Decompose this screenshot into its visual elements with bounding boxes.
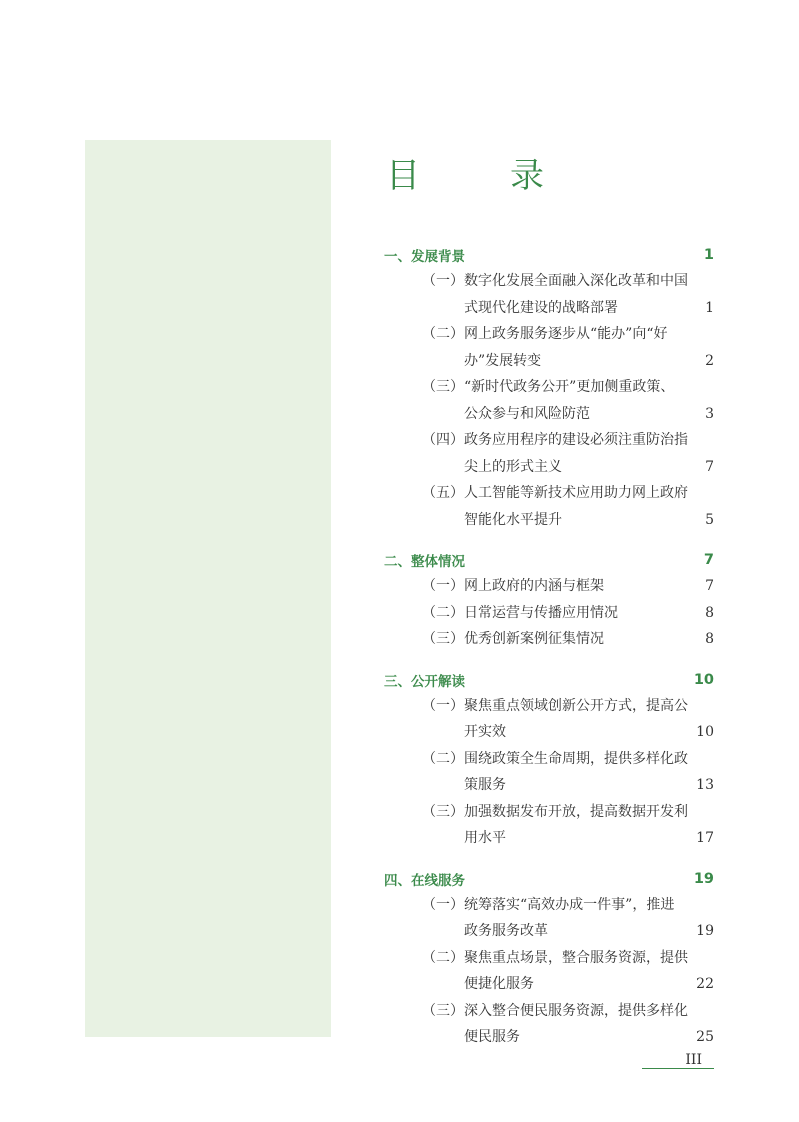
entry-body xyxy=(464,693,714,746)
section-heading-row[interactable] xyxy=(384,667,714,693)
entry-line-row xyxy=(464,401,714,428)
entry-line-row xyxy=(464,374,714,401)
toc-entry[interactable] xyxy=(384,600,714,627)
entry-body xyxy=(464,600,714,627)
entry-text: 统筹落实“高效办成一件事”，推进 xyxy=(464,896,675,913)
entry-page-number: 8 xyxy=(705,631,714,647)
entry-body xyxy=(464,799,714,852)
entry-line-row xyxy=(464,626,714,653)
entry-page-number: 2 xyxy=(705,352,714,369)
entry-text: 智能化水平提升 xyxy=(464,511,562,528)
entry-label: （一） xyxy=(422,578,464,594)
section-heading: 四、在线服务 xyxy=(384,872,465,889)
page-footer xyxy=(642,1052,714,1068)
entry-body xyxy=(464,268,714,321)
entry-line-row xyxy=(464,507,714,534)
toc-section xyxy=(384,547,714,653)
entry-line-row xyxy=(464,348,714,375)
toc-entry[interactable] xyxy=(384,321,714,374)
toc-entry[interactable] xyxy=(384,573,714,600)
entry-line-row xyxy=(464,825,714,852)
entry-label: （二） xyxy=(422,604,464,621)
entry-body xyxy=(464,945,714,998)
entry-text: 网上政务服务逐步从“能办”向“好 xyxy=(464,326,668,342)
entry-line-row xyxy=(464,427,714,454)
toc-entry[interactable] xyxy=(384,693,714,746)
entry-body xyxy=(464,573,714,600)
entry-text: 围绕政策全生命周期，提供多样化政 xyxy=(464,750,688,767)
entry-line-row xyxy=(464,480,714,507)
entry-page-number: 5 xyxy=(705,511,714,528)
toc-section xyxy=(384,667,714,852)
entry-text: 政务服务改革 xyxy=(464,923,548,939)
entry-text: 网上政府的内涵与框架 xyxy=(464,578,604,594)
entry-page-number: 3 xyxy=(705,405,714,422)
entry-line-row xyxy=(464,1024,714,1051)
entry-text: 公众参与和风险防范 xyxy=(464,405,590,422)
entry-text: 聚焦重点领域创新公开方式，提高公 xyxy=(464,697,688,714)
entry-label: （三） xyxy=(422,379,464,395)
entry-body xyxy=(464,746,714,799)
toc-entry[interactable] xyxy=(384,374,714,427)
entry-text: 日常运营与传播应用情况 xyxy=(464,604,618,621)
entry-line-row xyxy=(464,719,714,746)
entry-line-row xyxy=(464,295,714,322)
entry-page-number: 7 xyxy=(705,578,714,594)
entry-line-row xyxy=(464,454,714,481)
entry-label: （二） xyxy=(422,949,464,966)
entry-label: （三） xyxy=(422,1002,464,1019)
entry-page-number: 19 xyxy=(696,923,714,939)
entry-page-number: 1 xyxy=(705,299,714,316)
section-heading: 二、整体情况 xyxy=(384,554,465,570)
toc-entry[interactable] xyxy=(384,427,714,480)
entry-page-number: 8 xyxy=(705,604,714,621)
entry-body xyxy=(464,626,714,653)
entry-label: （一） xyxy=(422,697,464,714)
entry-label: （三） xyxy=(422,803,464,820)
entry-label: （四） xyxy=(422,432,464,448)
entry-line-row xyxy=(464,772,714,799)
toc-entry[interactable] xyxy=(384,892,714,945)
section-heading-row[interactable] xyxy=(384,242,714,268)
section-heading-row[interactable] xyxy=(384,547,714,573)
entry-body xyxy=(464,374,714,427)
entry-label: （二） xyxy=(422,750,464,767)
section-heading: 三、公开解读 xyxy=(384,673,465,690)
entry-page-number: 25 xyxy=(696,1029,714,1045)
entry-text: 用水平 xyxy=(464,830,506,846)
entry-line-row xyxy=(464,268,714,295)
entry-text: 开实效 xyxy=(464,724,506,740)
entry-line-row xyxy=(464,998,714,1025)
entry-page-number: 10 xyxy=(696,724,714,740)
entry-text: “新时代政务公开”更加侧重政策、 xyxy=(464,379,675,395)
entry-text: 数字化发展全面融入深化改革和中国 xyxy=(464,273,688,289)
entry-page-number: 7 xyxy=(705,458,714,475)
entry-line-row xyxy=(464,746,714,773)
entry-line-row xyxy=(464,945,714,972)
entry-line-row xyxy=(464,573,714,600)
entry-text: 办”发展转变 xyxy=(464,352,542,369)
toc-sections xyxy=(384,242,714,1051)
entry-text: 尖上的形式主义 xyxy=(464,458,562,475)
entry-page-number: 13 xyxy=(696,777,714,793)
entry-label: （五） xyxy=(422,485,464,501)
toc-entry[interactable] xyxy=(384,746,714,799)
table-of-contents xyxy=(384,152,714,1065)
entry-line-row xyxy=(464,799,714,826)
entry-text: 式现代化建设的战略部署 xyxy=(464,299,618,316)
toc-entry[interactable] xyxy=(384,626,714,653)
entry-body xyxy=(464,892,714,945)
entry-label: （一） xyxy=(422,896,464,913)
entry-body xyxy=(464,321,714,374)
entry-line-row xyxy=(464,892,714,919)
section-page-number: 19 xyxy=(693,870,714,887)
entry-label: （三） xyxy=(422,631,464,647)
entry-line-row xyxy=(464,693,714,720)
section-heading: 一、发展背景 xyxy=(384,249,465,265)
section-heading-row[interactable] xyxy=(384,866,714,892)
entry-body xyxy=(464,427,714,480)
entry-text: 便民服务 xyxy=(464,1029,520,1045)
entry-line-row xyxy=(464,600,714,627)
entry-text: 人工智能等新技术应用助力网上政府 xyxy=(464,485,688,501)
section-page-number: 7 xyxy=(703,552,714,568)
footer-rule xyxy=(642,1068,714,1069)
entry-text: 策服务 xyxy=(464,777,506,793)
toc-section xyxy=(384,866,714,1051)
section-page-number: 10 xyxy=(693,671,714,688)
toc-entry[interactable] xyxy=(384,998,714,1051)
entry-line-row xyxy=(464,918,714,945)
entry-page-number: 17 xyxy=(696,830,714,846)
entry-text: 聚焦重点场景，整合服务资源，提供 xyxy=(464,949,688,966)
page-number: III xyxy=(685,1052,702,1068)
side-panel xyxy=(85,140,331,1037)
entry-label: （二） xyxy=(422,326,464,342)
entry-text: 便捷化服务 xyxy=(464,976,534,992)
entry-text: 政务应用程序的建设必须注重防治指 xyxy=(464,432,688,448)
toc-entry[interactable] xyxy=(384,480,714,533)
entry-text: 深入整合便民服务资源，提供多样化 xyxy=(464,1002,688,1019)
entry-body xyxy=(464,998,714,1051)
entry-line-row xyxy=(464,321,714,348)
section-page-number: 1 xyxy=(703,247,714,263)
toc-section xyxy=(384,242,714,533)
toc-entry[interactable] xyxy=(384,799,714,852)
entry-line-row xyxy=(464,971,714,998)
toc-title: 目 录 xyxy=(386,156,572,196)
entry-text: 优秀创新案例征集情况 xyxy=(464,631,604,647)
entry-body xyxy=(464,480,714,533)
entry-text: 加强数据发布开放，提高数据开发利 xyxy=(464,803,688,820)
toc-entry[interactable] xyxy=(384,945,714,998)
entry-label: （一） xyxy=(422,273,464,289)
toc-entry[interactable] xyxy=(384,268,714,321)
entry-page-number: 22 xyxy=(696,976,714,992)
